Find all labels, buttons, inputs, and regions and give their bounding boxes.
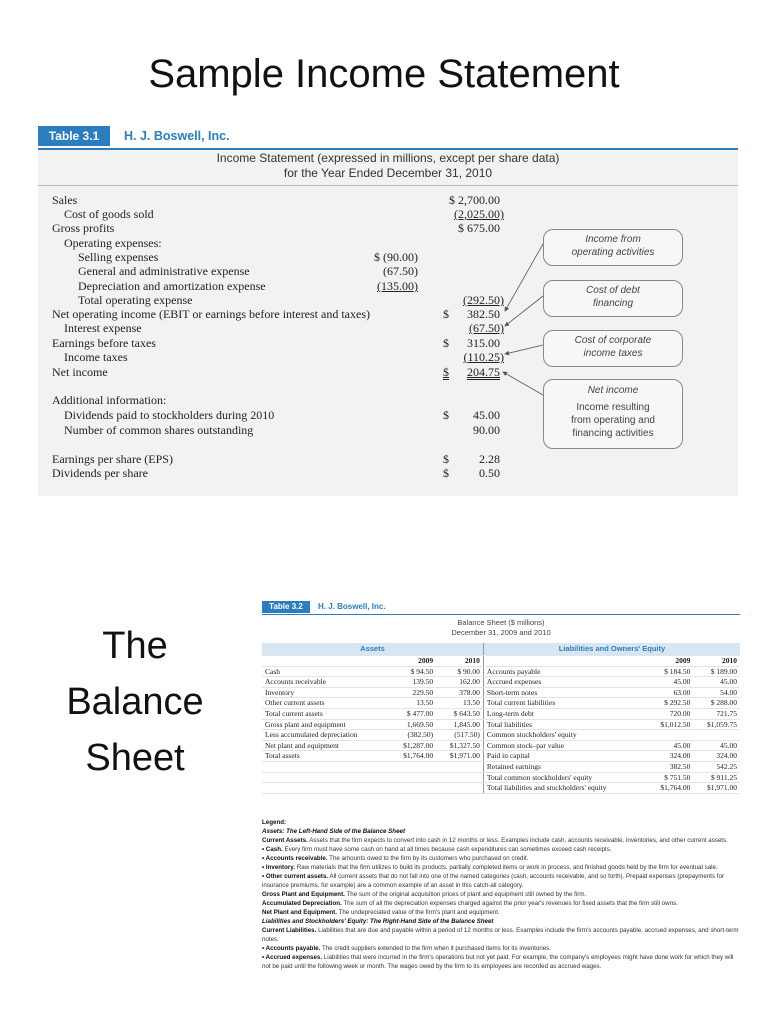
cell-a1: 13.50: [390, 698, 437, 709]
cell-a2: [436, 783, 483, 794]
caption-line-2: for the Year Ended December 31, 2010: [283, 166, 493, 180]
cell-l1: 720.00: [647, 708, 694, 719]
year-2010: 2010: [693, 656, 740, 667]
table-row: [262, 698, 740, 709]
cell-a1: [390, 772, 437, 783]
cell-a: Total assets: [262, 751, 390, 762]
label-additional-info: Additional information:: [52, 393, 167, 407]
year-2009: 2009: [647, 656, 694, 667]
cell-a: Gross plant and equipment: [262, 719, 390, 730]
callout-net-income: Net income Income resulting from operating and financing activities: [543, 379, 683, 449]
label-sales: Sales: [52, 193, 78, 207]
table2-caption: Balance Sheet ($ millions) December 31, 2009 and 2010: [451, 618, 551, 637]
value-shares: 90.00: [473, 423, 500, 437]
cell-a1: 229.50: [390, 687, 437, 698]
table2-company: H. J. Boswell, Inc.: [318, 602, 386, 611]
table-row: [262, 740, 740, 751]
cell-l2: $1,971.00: [693, 783, 740, 794]
table-row: [262, 751, 740, 762]
cell-l2: 45.00: [693, 740, 740, 751]
label-dividends: Dividends paid to stockholders during 2010: [64, 408, 275, 422]
cell-l2: 54.00: [693, 687, 740, 698]
company-name: H. J. Boswell, Inc.: [124, 129, 230, 143]
cell-l1: 45.00: [647, 677, 694, 688]
label-eps: Earnings per share (EPS): [52, 452, 173, 466]
cur-net-income: $: [443, 365, 449, 379]
cell-a2: 13.50: [436, 698, 483, 709]
cell-a: Other current assets: [262, 698, 390, 709]
caption-line-1: Income Statement (expressed in millions, except per share data): [216, 151, 560, 165]
cell-a1: (382.50): [390, 730, 437, 741]
value-ebt: 315.00: [467, 336, 500, 350]
table-tag: Table 3.1: [38, 126, 110, 146]
value-eps: 2.28: [479, 452, 500, 466]
cell-a2: $ 90.00: [436, 666, 483, 677]
cell-a: Accounts receivable: [262, 677, 390, 688]
value-net-income: 204.75: [467, 365, 500, 379]
assets-header: Assets: [262, 643, 483, 656]
cell-l1: 45.00: [647, 740, 694, 751]
cur-dps: $: [443, 466, 449, 480]
value-dividends: 45.00: [473, 408, 500, 422]
cell-l2: [693, 730, 740, 741]
cell-l: Common stockholders' equity: [483, 730, 646, 741]
cur-noi: $: [443, 307, 449, 321]
cell-a2: 1,845.00: [436, 719, 483, 730]
table-row: [262, 666, 740, 677]
table-row: [262, 687, 740, 698]
cell-l: Total current liabilities: [483, 698, 646, 709]
callout-debt-financing: Cost of debt financing: [543, 280, 683, 317]
value-noi: 382.50: [467, 307, 500, 321]
cell-l: Long-term debt: [483, 708, 646, 719]
cur-ebt: $: [443, 336, 449, 350]
cell-a1: [390, 761, 437, 772]
cell-a: Net plant and equipment: [262, 740, 390, 751]
table-row: [262, 677, 740, 688]
value-selling: $ (90.00): [374, 250, 418, 264]
label-shares: Number of common shares outstanding: [64, 423, 254, 437]
value-da: (135.00): [377, 279, 418, 293]
label-selling: Selling expenses: [78, 250, 159, 264]
label-interest: Interest expense: [64, 321, 142, 335]
cell-l: Retained earnings: [483, 761, 646, 772]
cell-a2: $1,971.00: [436, 751, 483, 762]
cell-a: [262, 783, 390, 794]
cell-a: Inventory: [262, 687, 390, 698]
label-net-income: Net income: [52, 365, 108, 379]
label-gross-profits: Gross profits: [52, 221, 115, 235]
year-2009: 2009: [390, 656, 437, 667]
cell-l1: [647, 730, 694, 741]
cell-l1: $1,764.00: [647, 783, 694, 794]
cell-a: [262, 761, 390, 772]
cell-a2: 162.00: [436, 677, 483, 688]
cell-a: Total current assets: [262, 708, 390, 719]
cell-a1: 1,669.50: [390, 719, 437, 730]
liabilities-header: Liabilities and Owners' Equity: [483, 643, 740, 656]
balance-sheet-table: [262, 643, 740, 794]
label-ga: General and administrative expense: [78, 264, 250, 278]
label-taxes: Income taxes: [64, 350, 128, 364]
cell-l: Accounts payable: [483, 666, 646, 677]
cell-a1: 139.50: [390, 677, 437, 688]
cell-l: Paid in capital: [483, 751, 646, 762]
cell-l2: 324.00: [693, 751, 740, 762]
cell-l: Common stock–par value: [483, 740, 646, 751]
label-cogs: Cost of goods sold: [64, 207, 154, 221]
cell-a2: $1,327.50: [436, 740, 483, 751]
cell-l1: $1,012.50: [647, 719, 694, 730]
callout-operating-income: Income from operating activities: [543, 229, 683, 266]
label-total-opex: Total operating expense: [78, 293, 193, 307]
label-dps: Dividends per share: [52, 466, 148, 480]
cell-a2: 378.00: [436, 687, 483, 698]
cell-a2: [436, 761, 483, 772]
table-row: [262, 730, 740, 741]
slide-title: Sample Income Statement: [148, 52, 620, 96]
cell-a2: [436, 772, 483, 783]
value-total-opex: (292.50): [463, 293, 504, 307]
cell-l1: 63.00: [647, 687, 694, 698]
value-gross-profits: $ 675.00: [458, 221, 500, 235]
value-taxes: (110.25): [463, 350, 504, 364]
cell-l: Short-term notes: [483, 687, 646, 698]
table-row: [262, 772, 740, 783]
year-2010: 2010: [436, 656, 483, 667]
value-interest: (67.50): [469, 321, 504, 335]
cell-l2: $ 189.00: [693, 666, 740, 677]
table-row: [262, 708, 740, 719]
legend: Legend: Assets: The Left-Hand Side of the Balance Sheet Current Assets. Assets that the firm expects to convert into cash in 12 months or less. Examples include cash, accounts receivable, inventories, and other current assets. • Cash. Every firm must have some cash on hand at all times because cash expenditures can sometimes exceed cash receipts. • Accounts receivable. The amounts owed to the firm by its customers who purchased on credit. • Inventory. Raw materials that the firm utilizes to build its products, partially completed items or work in process, and finished goods held by the firm for eventual sale. • Other current assets. All current assets that do not fall into one of the named categories (cash, accounts receivable, and so forth). Prepaid expenses (prepayments for insurance premiums, for example) are a common example of an asset in this catch-all category. Gross Plant and Equipment. The sum of the original acquisition prices of plant and equipment still owned by the firm. Accumulated Depreciation. The sum of all the depreciation expenses charged against the prior year's revenues for fixed assets that the firm still owns. Net Plant and Equipment. The undepreciated value of the firm's plant and equipment. Liabilities and Stockholders' Equity: The Right-Hand Side of the Balance Sheet Current Liabilities. Liabilities that are due and payable within a period of 12 months or less. Examples include the firm's accounts payable, accrued expenses, and short-term notes. • Accounts payable. The credit suppliers extended to the firm when it purchased items for its inventories. • Accrued expenses. Liabilities that were incurred in the firm's operations but not yet paid. For example, the company's employees might have done work for which they will not be paid until the following week or month. The wages owed by the firm to its employees are recorded as accrued wages.: [262, 819, 739, 970]
value-sales: $ 2,700.00: [449, 193, 500, 207]
cur-eps: $: [443, 452, 449, 466]
cell-a1: $1,287.00: [390, 740, 437, 751]
label-da: Depreciation and amortization expense: [78, 279, 266, 293]
table-row: [262, 783, 740, 794]
label-operating-expenses: Operating expenses:: [64, 236, 162, 250]
table2-tag: Table 3.2: [262, 601, 310, 613]
value-dps: 0.50: [479, 466, 500, 480]
cell-a1: [390, 783, 437, 794]
cell-a2: $ 643.50: [436, 708, 483, 719]
cell-l: Total liabilities: [483, 719, 646, 730]
table-row: [262, 719, 740, 730]
cell-l1: $ 292.50: [647, 698, 694, 709]
cell-l2: 721.75: [693, 708, 740, 719]
cell-l: Total common stockholders' equity: [483, 772, 646, 783]
value-cogs: (2,025.00): [454, 207, 504, 221]
cell-l: Accrued expenses: [483, 677, 646, 688]
cell-l2: 45.00: [693, 677, 740, 688]
cell-a: Cash: [262, 666, 390, 677]
cell-l1: $ 751.50: [647, 772, 694, 783]
cell-l1: 382.50: [647, 761, 694, 772]
cell-l1: $ 184.50: [647, 666, 694, 677]
cell-l2: $ 288.00: [693, 698, 740, 709]
label-ebt: Earnings before taxes: [52, 336, 156, 350]
cell-l: Total liabilities and stockholders' equity: [483, 783, 646, 794]
cell-a: Less accumulated depreciation: [262, 730, 390, 741]
cur-dividends: $: [443, 408, 449, 422]
cell-l2: $ 911.25: [693, 772, 740, 783]
cell-a: [262, 772, 390, 783]
table-row: [262, 761, 740, 772]
cell-l1: 324.00: [647, 751, 694, 762]
cell-a1: $1,764.00: [390, 751, 437, 762]
section-title: The Balance Sheet: [66, 625, 204, 779]
label-noi: Net operating income (EBIT or earnings before interest and taxes): [52, 307, 370, 321]
cell-l2: $1,059.75: [693, 719, 740, 730]
callout-income-taxes: Cost of corporate income taxes: [543, 330, 683, 367]
cell-l2: 542.25: [693, 761, 740, 772]
cell-a2: (517.50): [436, 730, 483, 741]
value-ga: (67.50): [383, 264, 418, 278]
cell-a1: $ 94.50: [390, 666, 437, 677]
cell-a1: $ 477.00: [390, 708, 437, 719]
